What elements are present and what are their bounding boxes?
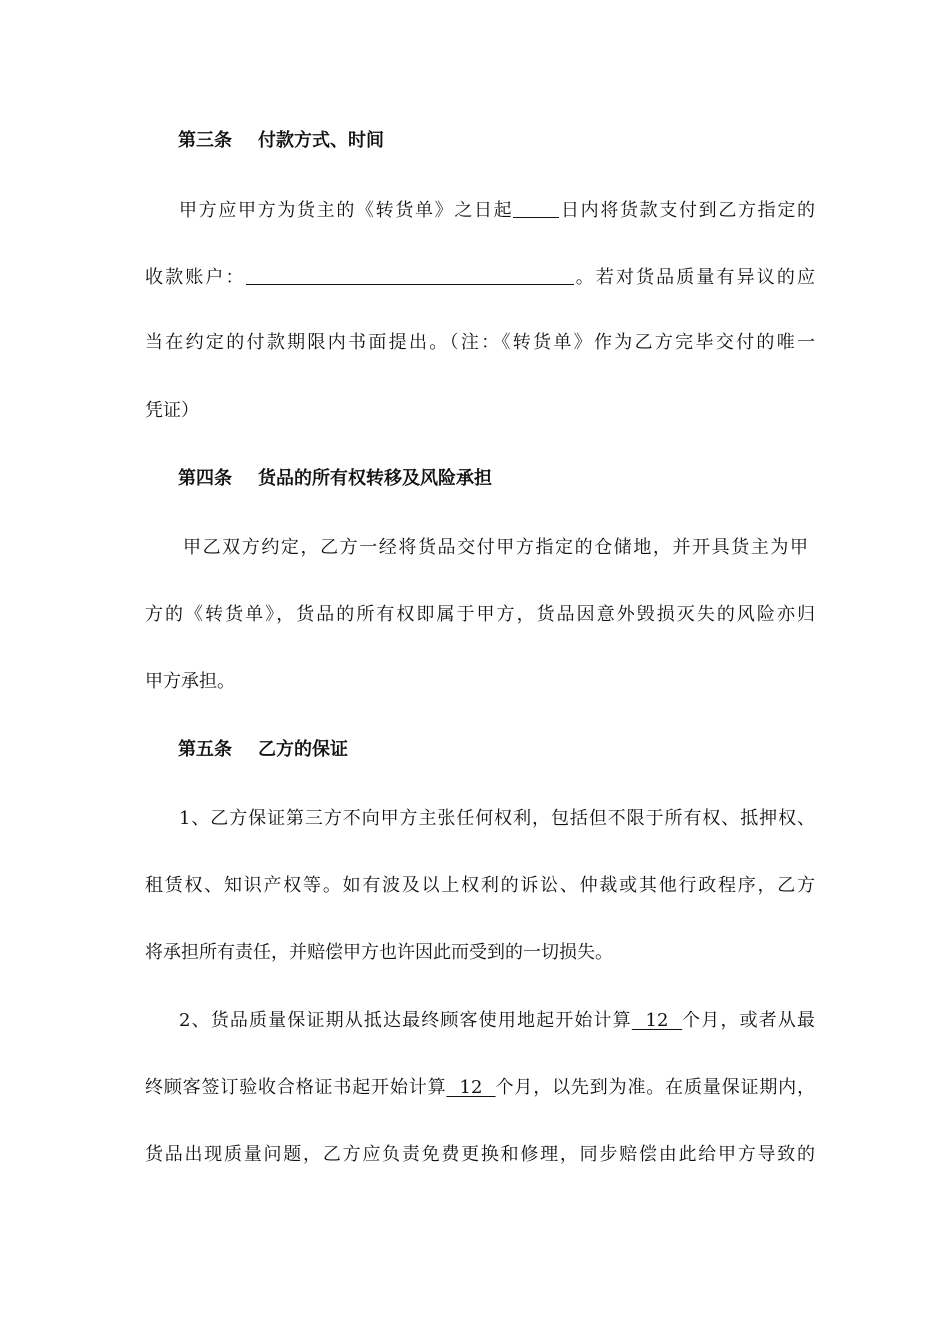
article-5-p2-line-2: 终顾客签订验收合格证书起开始计算 12 个月，以先到为准。在质量保证期内， — [145, 1077, 815, 1098]
article-5-number: 第五条 — [178, 739, 232, 760]
article-5-p2-line-3: 货品出现质量问题，乙方应负责免费更换和修理，同步赔偿由此给甲方导致的 — [145, 1144, 815, 1165]
article-4-line-1: 甲乙双方约定，乙方一经将货品交付甲方指定的仓储地，并开具货主为甲 — [183, 537, 808, 558]
article-3-title: 付款方式、时间 — [258, 130, 384, 151]
article-4-number: 第四条 — [178, 468, 232, 489]
warranty-months-2: 12 — [459, 1077, 483, 1098]
article-3-line-2: 收款账户： 。若对货品质量有异议的应 — [145, 264, 815, 291]
account-blank — [246, 264, 574, 285]
article-5-heading — [178, 737, 348, 763]
article-4-heading — [178, 466, 492, 492]
article-5-p1-line-1: 1、乙方保证第三方不向甲方主张任何权利，包括但不限于所有权、抵押权、 — [179, 808, 815, 829]
article-3-line-1: 甲方应甲方为货主的《转货单》之日起 日内将货款支付到乙方指定的 — [179, 197, 815, 224]
article-5-p2-line-1: 2、货品质量保证期从抵达最终顾客使用地起开始计算 12 个月，或者从最 — [179, 1010, 816, 1031]
article-3-line-3: 当在约定的付款期限内书面提出。（注：《转货单》作为乙方完毕交付的唯一 — [145, 332, 815, 353]
article-5-p1-line-2: 租赁权、知识产权等。如有波及以上权利的诉讼、仲裁或其他行政程序，乙方 — [145, 875, 815, 896]
days-blank — [513, 197, 559, 218]
article-5-title: 乙方的保证 — [258, 739, 348, 760]
article-3-number: 第三条 — [178, 130, 232, 151]
article-4-line-2: 方的《转货单》，货品的所有权即属于甲方，货品因意外毁损灭失的风险亦归 — [145, 604, 815, 625]
article-3-heading — [178, 128, 384, 154]
warranty-months-1: 12 — [645, 1010, 669, 1031]
article-3-line-4: 凭证） — [145, 400, 199, 421]
article-4-title: 货品的所有权转移及风险承担 — [258, 468, 492, 489]
article-4-line-3: 甲方承担。 — [145, 671, 235, 692]
article-5-p1-line-3: 将承担所有责任，并赔偿甲方也许因此而受到的一切损失。 — [145, 942, 613, 963]
